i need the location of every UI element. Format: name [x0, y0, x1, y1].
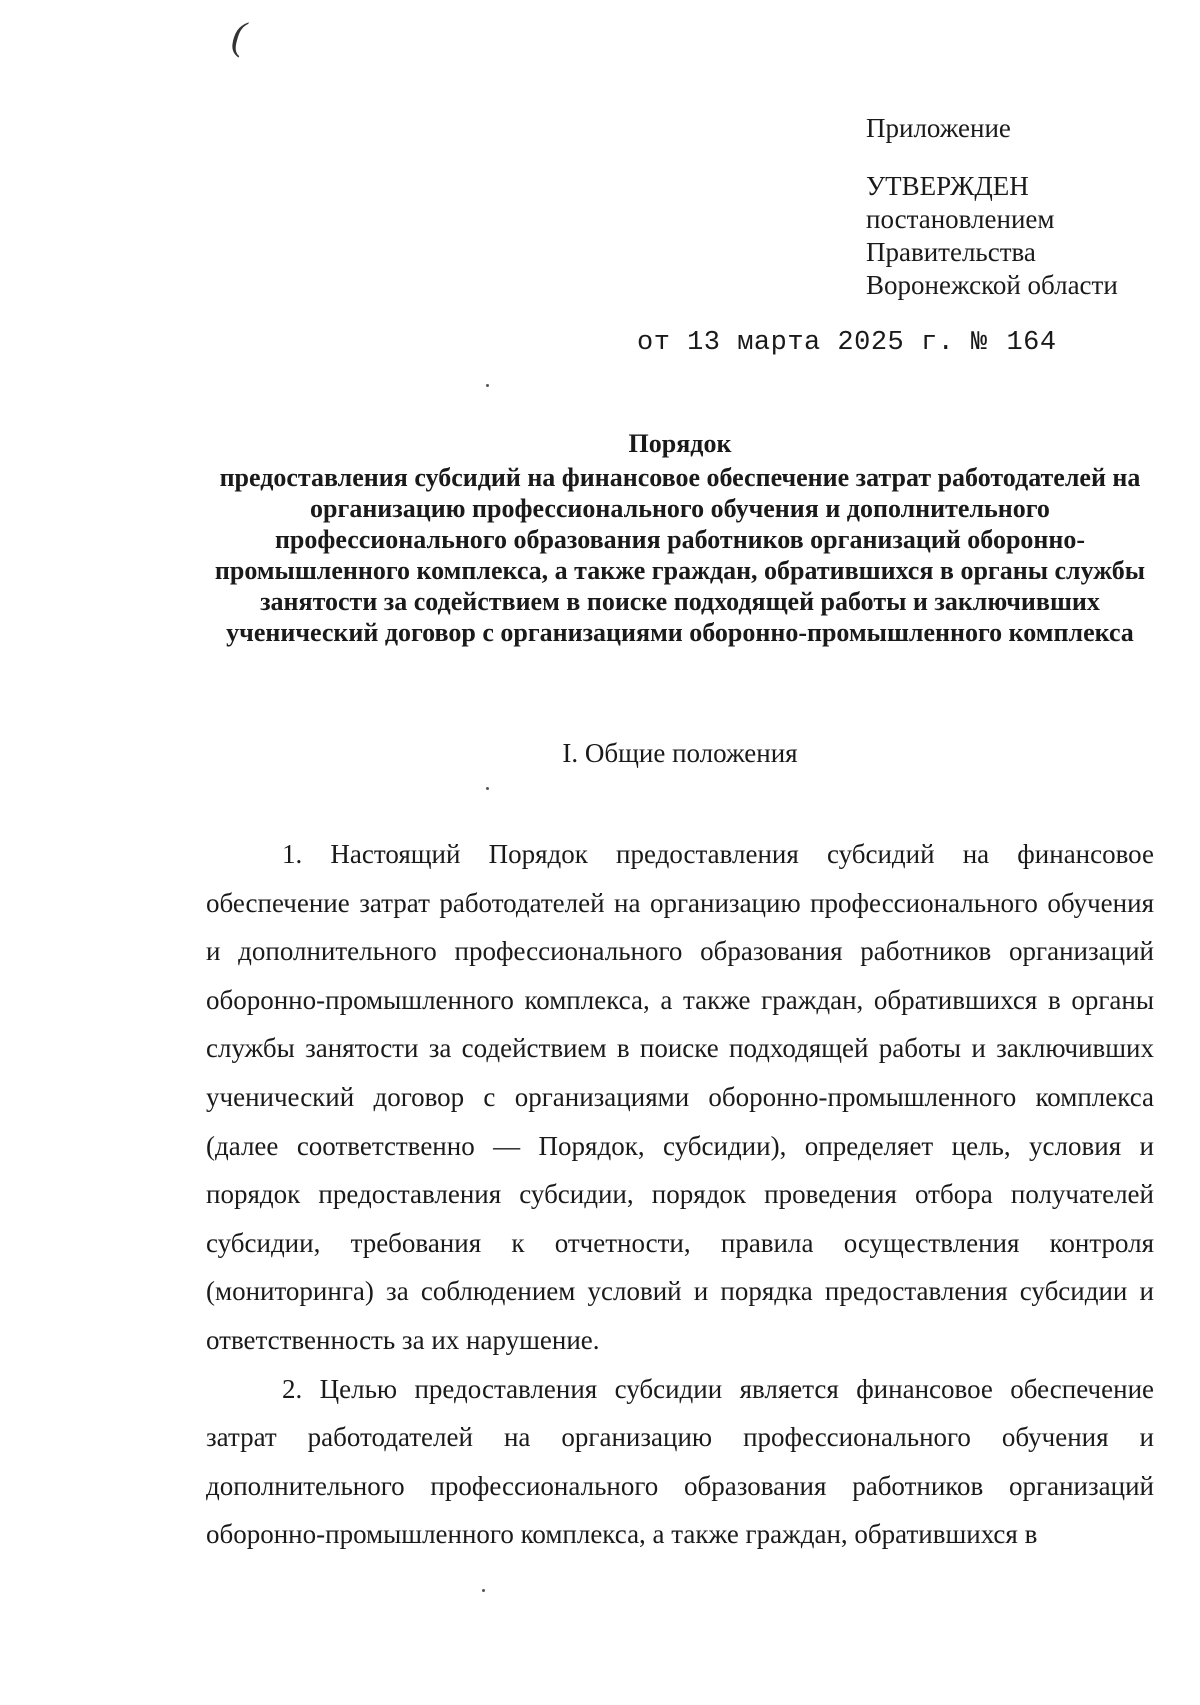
scan-speck	[486, 787, 489, 790]
approval-line-approved: УТВЕРЖДЕН	[866, 171, 1029, 201]
scan-speck	[486, 384, 489, 387]
resolution-date: от 13 марта 2025 г. №	[637, 328, 988, 358]
scan-speck	[482, 1589, 485, 1592]
approval-line-region: Воронежской области	[866, 270, 1118, 300]
annex-label: Приложение	[866, 113, 1011, 143]
body-text	[206, 830, 1154, 1559]
document-title	[200, 428, 1160, 648]
paragraph-2: 2. Целью предоставления субсидии является финансовое обеспечение затрат работодателей на организацию профессионального обучения и дополнительного профессионального образования работников организаций оборонно-промышленного комплекса, а также граждан, обратившихся в	[206, 1373, 1154, 1550]
section-heading: I. Общие положения	[562, 738, 798, 768]
resolution-date-number	[637, 328, 1057, 358]
approval-line-government: Правительства	[866, 237, 1036, 267]
resolution-number: 164	[1006, 328, 1057, 358]
approval-line-resolution: постановлением	[866, 204, 1055, 234]
approval-block	[866, 112, 1118, 302]
handwritten-mark: (	[229, 12, 248, 59]
title-subtitle: предоставления субсидий на финансовое обеспечение затрат работодателей на организацию профессионального обучения и дополнительного профессионального образования работников организаций оборонно-промышленного комплекса, а также граждан, обратившихся в органы службы занятости за содействием в поиске подходящей работы и заключивших ученический договор с организациями оборонно-промышленного комплекса	[214, 463, 1146, 647]
title-heading: Порядок	[628, 429, 732, 458]
paragraph-1: 1. Настоящий Порядок предоставления субсидий на финансовое обеспечение затрат работодателей на организацию профессионального обучения и дополнительного профессионального образования работников организаций оборонно-промышленного комплекса, а также граждан, обратившихся в органы службы занятости за содействием в поиске подходящей работы и заключивших ученический договор с организациями оборонно-промышленного комплекса (далее соответственно — Порядок, субсидии), определяет цель, условия и порядок предоставления субсидии, порядок проведения отбора получателей субсидии, требования к отчетности, правила осуществления контроля (мониторинга) за соблюдением условий и порядка предоставления субсидии и ответственность за их нарушение.	[206, 839, 1154, 1355]
